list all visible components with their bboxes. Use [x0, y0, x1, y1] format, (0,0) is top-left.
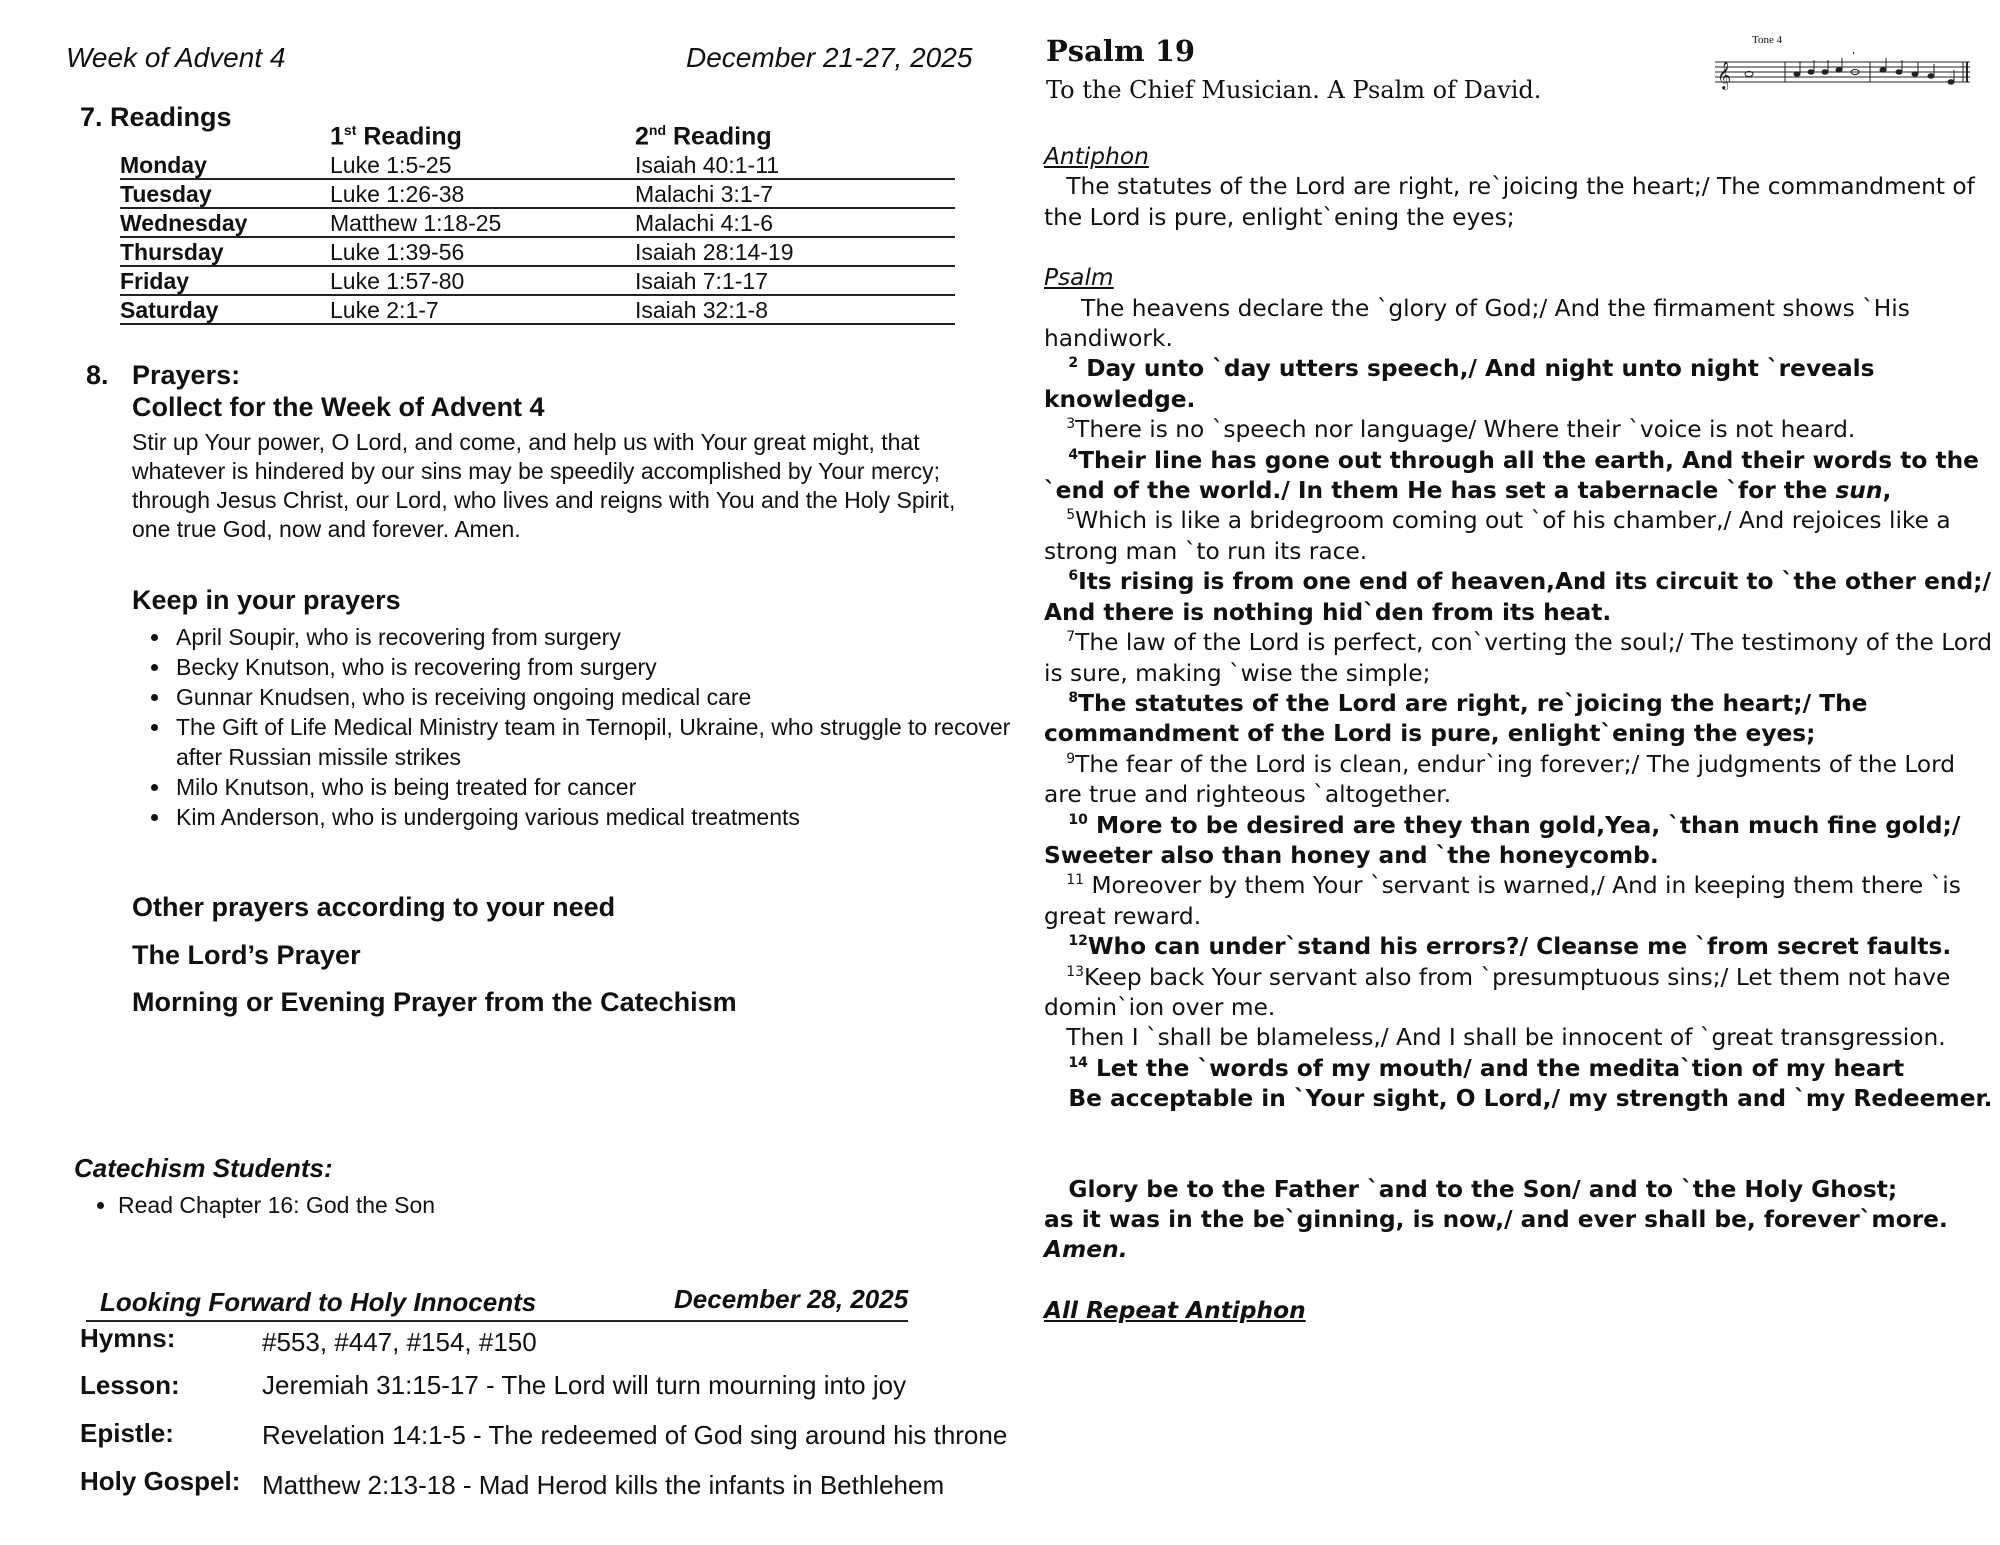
- verse-13-cont: Then I `shall be blameless,/ And I shall be innocent of `great transgression.: [1066, 1024, 1946, 1052]
- week-date: December 21-27, 2025: [686, 42, 973, 73]
- verse-8: $^8$The statutes of the Lord are right, re`joicing the heart;/ The commandment of the Lord is pure, enlight`ening the eyes;: [1044, 689, 1868, 748]
- list-item: • Milo Knutson, who is being treated for cancer: [172, 772, 1012, 802]
- gloria-line-1: Glory be to the Father `and to the Son/ and to `the Holy Ghost;: [1068, 1175, 1898, 1203]
- readings-heading: 7. Readings: [80, 102, 232, 132]
- psalm-subtitle: To the Chief Musician. A Psalm of David.: [1046, 76, 1542, 104]
- verse-12: $^{12}$Who can under`stand his errors?/ Cleanse me `from secret faults.: [1068, 933, 1952, 961]
- verse-14: $^{14}$ Let the `words of my mouth/ and the medita`tion of my heart: [1068, 1054, 1905, 1082]
- verse-3: $^3$There is no `speech nor language/ Where their `voice is not heard.: [1066, 416, 1856, 444]
- list-item: • Gunnar Knudsen, who is receiving ongoing medical care: [172, 682, 1012, 712]
- verse-6: $^6$Its rising is from one end of heaven,And its circuit to `the other end;/ And there is nothing hid`den from its heat.: [1044, 568, 1991, 626]
- epistle-label: Epistle:: [80, 1418, 174, 1448]
- catechism-list: [74, 1190, 435, 1220]
- lords-prayer: The Lord’s Prayer: [132, 940, 361, 970]
- list-item: • April Soupir, who is recovering from surgery: [172, 622, 1012, 652]
- gospel-label: Holy Gospel:: [80, 1466, 241, 1496]
- readings-col-second: 2nd Reading: [635, 122, 772, 151]
- antiphon-text: The statutes of the Lord are right, re`joicing the heart;/ The commandment of the Lord is pure, enlight`ening the eyes;: [1044, 173, 1975, 231]
- psalm-title: Psalm 19: [1046, 34, 1196, 68]
- table-row: Monday Luke 1:5-25 Isaiah 40:1-11: [120, 151, 955, 179]
- looking-forward-title: Looking Forward to Holy Innocents: [100, 1287, 537, 1317]
- looking-forward-date: December 28, 2025: [674, 1284, 909, 1314]
- catechism-title: Catechism Students:: [74, 1153, 333, 1183]
- verse-10: $^{10}$ More to be desired are they than gold,Yea, `than much fine gold;/ Sweeter also than honey and `the honeycomb.: [1044, 811, 1961, 869]
- tone-label: Tone 4: [1752, 34, 1783, 46]
- collect-title: Collect for the Week of Advent 4: [132, 392, 545, 422]
- verse-1: The heavens declare the `glory of God;/ And the firmament shows `His handiwork.: [1044, 294, 1910, 353]
- verse-9: $^9$The fear of the Lord is clean, endur`ing forever;/ The judgments of the Lord are true and righteous `altogether.: [1044, 750, 1956, 809]
- list-item: • Read Chapter 16: God the Son: [118, 1190, 435, 1220]
- keep-in-prayers-title: Keep in your prayers: [132, 585, 401, 615]
- table-row: Friday Luke 1:57-80 Isaiah 7:1-17: [120, 266, 955, 295]
- collect-text: Stir up Your power, O Lord, and come, and help us with Your great might, that whatever is hindered by our sins may be speedily accomplished by Your mercy; through Jesus Christ, our Lord, who lives and reigns with You and the Holy Spirit, one true God, now and forever. Amen.: [132, 429, 956, 542]
- chant-tone-staff-icon: [1715, 52, 1970, 90]
- verse-14-cont: Be acceptable in `Your sight, O Lord,/ my strength and `my Redeemer.: [1068, 1085, 1993, 1113]
- readings-col-first: 1st Reading: [330, 122, 462, 151]
- svg-text:𝄞: 𝄞: [1717, 61, 1732, 89]
- table-row: Tuesday Luke 1:26-38 Malachi 3:1-7: [120, 179, 955, 208]
- table-row: Wednesday Matthew 1:18-25 Malachi 4:1-6: [120, 208, 955, 237]
- verse-7: $^7$The law of the Lord is perfect, con`verting the soul;/ The testimony of the Lord is sure, making `wise the simple;: [1044, 629, 1993, 687]
- list-item: • Kim Anderson, who is undergoing various medical treatments: [172, 802, 1012, 832]
- antiphon-label: Antiphon: [1044, 143, 1149, 170]
- table-row: Saturday Luke 2:1-7 Isaiah 32:1-8: [120, 295, 955, 324]
- other-prayers: Other prayers according to your need: [132, 892, 616, 922]
- psalm-label: Psalm: [1044, 264, 1114, 292]
- list-item: • The Gift of Life Medical Ministry team in Ternopil, Ukraine, who struggle to recover after Russian missile strikes: [172, 712, 1012, 772]
- lesson-value: Jeremiah 31:15-17 - The Lord will turn mourning into joy: [262, 1370, 907, 1400]
- prayer-list: [132, 622, 1012, 832]
- verse-5: $^5$Which is like a bridegroom coming out `of his chamber,/ And rejoices like a strong man `to run its race.: [1044, 507, 1951, 565]
- verse-4: $^4$Their line has gone out through all the earth, And their words to the `end of the world./ In them He has set a tabernacle `for the sun,: [1044, 446, 1979, 505]
- psalm-text: [1044, 142, 1994, 1326]
- repeat-antiphon: All Repeat Antiphon: [1044, 1296, 1306, 1324]
- gospel-value: Matthew 2:13-18 - Mad Herod kills the infants in Bethlehem: [262, 1470, 945, 1500]
- week-title: Week of Advent 4: [66, 42, 286, 73]
- verse-2: $^2$ Day unto `day utters speech,/ And night unto night `reveals knowledge.: [1044, 355, 1875, 413]
- readings-table: [120, 120, 955, 325]
- lesson-label: Lesson:: [80, 1370, 180, 1400]
- morning-evening-prayer: Morning or Evening Prayer from the Catechism: [132, 987, 737, 1017]
- gloria-line-2: as it was in the be`ginning, is now,/ and ever shall be, forever`more. Amen.: [1044, 1206, 1948, 1264]
- hymns-value: #553, #447, #154, #150: [262, 1327, 537, 1357]
- verse-11: $^{11}$ Moreover by them Your `servant is warned,/ And in keeping them there `is great reward.: [1044, 872, 1961, 930]
- list-item: • Becky Knutson, who is recovering from surgery: [172, 652, 1012, 682]
- hymns-label: Hymns:: [80, 1323, 176, 1353]
- prayers-number: 8.: [86, 360, 109, 390]
- epistle-value: Revelation 14:1-5 - The redeemed of God sing around his throne: [262, 1420, 1008, 1450]
- looking-forward-divider: [86, 1320, 908, 1322]
- prayers-heading: Prayers:: [132, 360, 241, 390]
- readings-col-day: [120, 120, 330, 151]
- verse-13: $^{13}$Keep back Your servant also from `presumptuous sins;/ Let them not have domin`ion over me.: [1044, 963, 1951, 1021]
- table-row: Thursday Luke 1:39-56 Isaiah 28:14-19: [120, 237, 955, 266]
